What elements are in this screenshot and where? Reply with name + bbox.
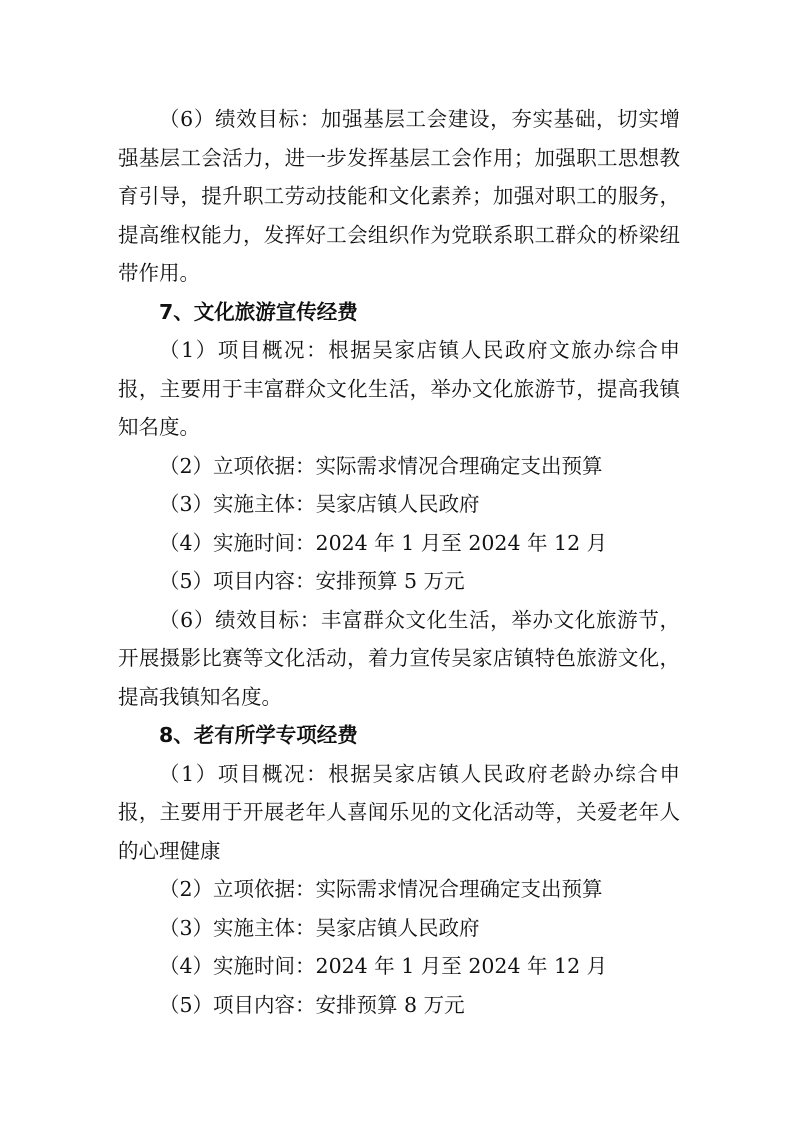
paragraph-performance-goal-7: （6）绩效目标：丰富群众文化生活，举办文化旅游节，开展摄影比赛等文化活动，着力宣传吴家店镇特色旅游文化，提高我镇知名度。	[118, 607, 680, 709]
paragraph-content-8: （5）项目内容：安排预算 8 万元	[159, 992, 465, 1017]
paragraph-performance-goal-union: （6）绩效目标：加强基层工会建设，夯实基础，切实增强基层工会活力，进一步发挥基层工会作用；加强职工思想教育引导，提升职工劳动技能和文化素养；加强对职工的服务，提高维权能力，发挥好工会组织作为党联系职工群众的桥梁纽带作用。	[118, 107, 680, 285]
paragraph-content-7: （5）项目内容：安排预算 5 万元	[159, 569, 465, 593]
paragraph-basis-8: （2）立项依据：实际需求情况合理确定支出预算	[159, 877, 603, 901]
paragraph-basis-7: （2）立项依据：实际需求情况合理确定支出预算	[159, 453, 603, 478]
paragraph-period-7: （4）实施时间：2024 年 1 月至 2024 年 12 月	[159, 530, 608, 555]
paragraph-implementer-7: （3）实施主体：吴家店镇人民政府	[159, 492, 480, 516]
paragraph-period-8: （4）实施时间：2024 年 1 月至 2024 年 12 月	[159, 954, 608, 978]
paragraph-project-overview-8: （1）项目概况：根据吴家店镇人民政府老龄办综合申报，主要用于开展老年人喜闻乐见的文化活动等，关爱老年人的心理健康	[118, 761, 680, 863]
paragraph-project-overview-7: （1）项目概况：根据吴家店镇人民政府文旅办综合申报，主要用于丰富群众文化生活，举办文化旅游节，提高我镇知名度。	[118, 338, 680, 439]
paragraph-implementer-8: （3）实施主体：吴家店镇人民政府	[159, 915, 480, 940]
document-page	[118, 100, 680, 1024]
section-heading-7: 7、文化旅游宣传经费	[159, 299, 358, 324]
section-heading-8: 8、老有所学专项经费	[159, 723, 358, 747]
